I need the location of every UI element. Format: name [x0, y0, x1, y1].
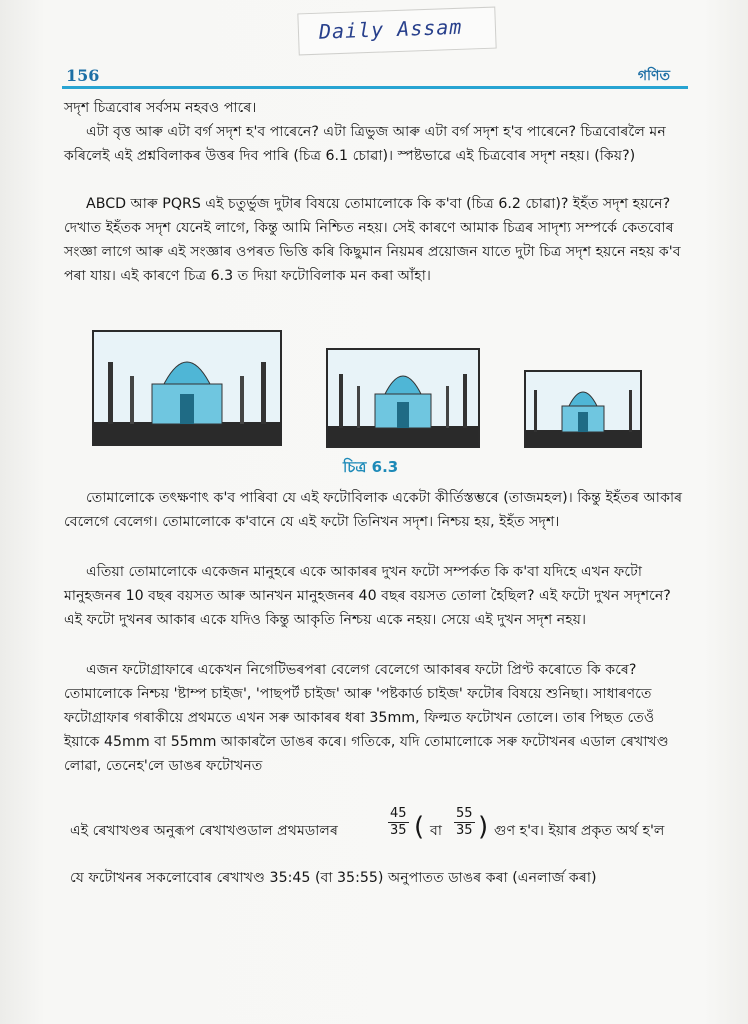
taj-mahal-photo-medium — [326, 348, 480, 448]
watermark-stamp — [297, 7, 496, 56]
figure-caption: চিত্ৰ 6.3 — [343, 458, 399, 476]
fraction-line-after: গুণ হ'ব। ইয়াৰ প্ৰকৃত অৰ্থ হ'ল — [494, 823, 665, 839]
paragraph-2: এটা বৃত্ত আৰু এটা বৰ্গ সদৃশ হ'ব পাৰেনে? এটা ত্ৰিভুজ আৰু এটা বৰ্গ সদৃশ হ'ব পাৰেনে? চিত্ৰবোৰলৈ মন কৰিলেই এই প্ৰশ্নবিলাকৰ উত্তৰ দিব পাৰি (চিত্ৰ 6.1 চোৱা)। স্পষ্টভাৱে এই চিত্ৰবোৰ সদৃশ নহয়। (কিয়?) — [64, 124, 666, 164]
paragraph-1: সদৃশ চিত্ৰবোৰ সৰ্বসম নহবও পাৰে। — [64, 100, 257, 116]
taj-mahal-photo-large — [92, 330, 282, 446]
page-header-title: গণিত — [637, 68, 670, 84]
paragraph-4: তোমালোকে তৎক্ষণাৎ ক'ব পাৰিবা যে এই ফটোবিলাক একেটা কীৰ্তিস্তম্ভৰে (তাজমহল)। কিন্তু ইহঁতৰ আকাৰ বেলেগে বেলেগ। তোমালোকে ক'বানে যে এই ফটো তিনিখন সদৃশ। নিশ্চয় হয়, ইহঁত সদৃশ। — [64, 490, 683, 530]
fraction-line — [70, 806, 690, 856]
paragraph-3: ABCD আৰু PQRS এই চতুৰ্ভুজ দুটাৰ বিষয়ে তোমালোকে কি ক'বা (চিত্ৰ 6.2 চোৱা)? ইহঁত সদৃশ হয়নে? দেখাত ইহঁতক সদৃশ যেনেই লাগে, কিন্তু আমি নিশ্চিত নহয়। সেই কাৰণে আমাক চিত্ৰৰ সাদৃশ্য সম্পৰ্কে কেতবোৰ সংজ্ঞা লাগে আৰু এই সংজ্ঞাৰ ওপৰত ভিত্তি কৰি কিছুমান নিয়মৰ প্ৰয়োজন যাতে দুটা চিত্ৰ সদৃশ হয়নে নহয় ক'ব পৰা যায়। এই কাৰণে চিত্ৰ 6.3 ত দিয়া ফটোবিলাক মন কৰা আঁহা। — [64, 196, 681, 284]
paragraph-last-line: যে ফটোখনৰ সকলোবোৰ ৰেখাখণ্ড 35:45 (বা 35:55) অনুপাতত ডাঙৰ কৰা (এনলাৰ্জ কৰা) — [70, 870, 597, 886]
bracket-open: ( — [414, 812, 425, 842]
paragraph-5: এতিয়া তোমালোকে একেজন মানুহৰে একে আকাৰৰ দুখন ফটো সম্পৰ্কত কি ক'বা যদিহে এখন ফটো মানুহজনৰ 10 বছৰ বয়সত আৰু আনখন মানুহজনৰ 40 বছৰ বয়সত তোলা হৈছিল? এই ফটো দুখন সদৃশনে? এই ফটো দুখনৰ আকাৰ একে যদিও কিন্তু আকৃতি নিশ্চয় একে নহয়। সেয়ে এই দুখন সদৃশ নহয়। — [64, 564, 671, 628]
fraction-1-numerator: 45 — [390, 806, 407, 821]
fraction-55-35 — [454, 806, 475, 839]
or-word: বা — [430, 823, 443, 839]
fraction-1-denominator: 35 — [390, 823, 407, 838]
paragraph-6: এজন ফটোগ্ৰাফাৰে একেখন নিগেটিভৰপৰা বেলেগ বেলেগে আকাৰৰ ফটো প্ৰিণ্ট কৰোতে কি কৰে? তোমালোকে নিশ্চয় 'ষ্টাম্প চাইজ', 'পাছপৰ্ট চাইজ' আৰু 'পষ্টকাৰ্ড চাইজ' ফটোৰ বিষয়ে শুনিছা। সাধাৰণতে ফটোগ্ৰাফাৰ গৰাকীয়ে প্ৰথমতে এখন সৰু আকাৰৰ ধৰা 35mm, ফিল্মত ফটোখন তোলে। তাৰ পিছত তেওঁ ইয়াকে 45mm বা 55mm আকাৰলৈ ডাঙৰ কৰে। গতিকে, যদি তোমালোকে সৰু ফটোখনৰ এডাল ৰেখাখণ্ড লোৱা, তেনেহ'লে ডাঙৰ ফটোখনত — [64, 662, 669, 774]
stamp-text: Daily Assam — [318, 14, 463, 44]
header-rule — [62, 86, 688, 89]
page-number: 156 — [66, 66, 100, 85]
fraction-line-before: এই ৰেখাখণ্ডৰ অনুৰূপ ৰেখাখণ্ডডাল প্ৰথমডালৰ — [70, 823, 338, 839]
taj-mahal-photo-small — [524, 370, 642, 448]
fraction-2-numerator: 55 — [456, 806, 473, 821]
fraction-45-35 — [388, 806, 409, 839]
fraction-2-denominator: 35 — [456, 823, 473, 838]
bracket-close: ) — [478, 812, 489, 842]
